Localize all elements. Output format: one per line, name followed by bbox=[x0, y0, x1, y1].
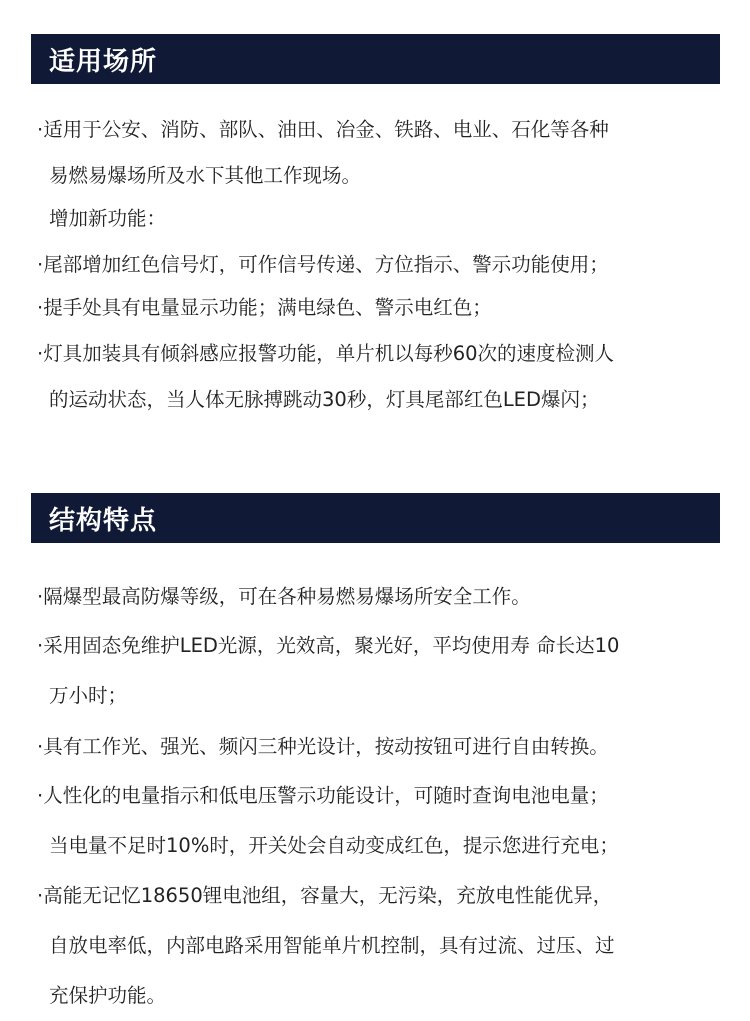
text-line: ·高能无记忆18650锂电池组，容量大，无污染，充放电性能优异， bbox=[37, 884, 613, 907]
text-line: 的运动状态，当人体无脉搏跳动30秒，灯具尾部红色LED爆闪； bbox=[49, 388, 600, 411]
text-line: 充保护功能。 bbox=[49, 984, 167, 1007]
text-line: ·提手处具有电量显示功能；满电绿色、警示电红色； bbox=[37, 296, 492, 319]
text-line: ·隔爆型最高防爆等级，可在各种易燃易爆场所安全工作。 bbox=[37, 585, 531, 608]
text-line: ·采用固态免维护LED光源，光效高，聚光好，平均使用寿 命长达10 bbox=[37, 634, 620, 657]
text-line: 易燃易爆场所及水下其他工作现场。 bbox=[49, 164, 362, 187]
text-line: ·具有工作光、强光、频闪三种光设计，按动按钮可进行自由转换。 bbox=[37, 735, 609, 758]
section-title: 适用场所 bbox=[49, 46, 158, 77]
text-line: 万小时； bbox=[49, 684, 128, 707]
text-line: ·人性化的电量指示和低电压警示功能设计，可随时查询电池电量； bbox=[37, 784, 609, 807]
section-header-applicable-places bbox=[31, 34, 720, 84]
text-line: 当电量不足时10%时，开关处会自动变成红色，提示您进行充电； bbox=[49, 834, 619, 857]
text-line: ·灯具加装具有倾斜感应报警功能，单片机以每秒60次的速度检测人 bbox=[37, 342, 615, 365]
text-line: 自放电率低，内部电路采用智能单片机控制，具有过流、过压、过 bbox=[49, 934, 615, 957]
section-title: 结构特点 bbox=[49, 505, 158, 536]
text-line: ·尾部增加红色信号灯，可作信号传递、方位指示、警示功能使用； bbox=[37, 253, 609, 276]
section-header-structural-features bbox=[31, 493, 720, 543]
text-line: ·适用于公安、消防、部队、油田、冶金、铁路、电业、石化等各种 bbox=[37, 118, 609, 141]
text-line: 增加新功能： bbox=[49, 207, 167, 230]
